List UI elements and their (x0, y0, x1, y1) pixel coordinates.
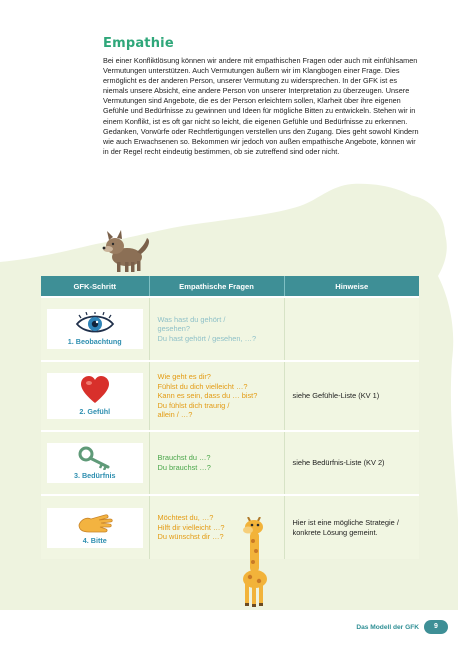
question-line: Du wünschst dir …? (157, 532, 224, 542)
hint-cell: Hier ist eine mögliche Strategie / konkrete Lösung gemeint. (284, 495, 419, 559)
wolf-cub-illustration (97, 228, 153, 274)
hint-cell (284, 297, 419, 361)
question-line: Du hast gehört / gesehen, …? (157, 333, 257, 343)
step-cell (41, 297, 149, 361)
page-footer (356, 620, 448, 634)
question-line: Brauchst du …? (157, 453, 211, 463)
step-label: 1. Beobachtung (67, 337, 122, 347)
table-row-request (41, 495, 419, 559)
question-line: Kann es sein, dass du … bist? (157, 391, 258, 401)
key-icon (78, 446, 112, 470)
step-cell (41, 431, 149, 495)
hint-cell: siehe Gefühle-Liste (KV 1) (284, 361, 419, 431)
header-step: GFK-Schritt (41, 276, 149, 297)
questions-cell (149, 431, 284, 495)
step-label: 4. Bitte (82, 535, 107, 545)
intro-paragraph: Bei einer Konfliktlösung können wir andere mit empathischen Fragen oder auch mit einfühlsamen Vermutungen unterstützen. Auch Vermutungen äußern wir im Klangbogen einer Frage. Dies ermöglicht es der anderen Person, unserer Vermutung zu widersprechen. In der GFK ist es niemals unsere Absicht, eine andere Person von unserer Interpretation zu überzeugen. Unsere Vermutungen sind Angebote, die es der Person erleichtern sollen, Klarheit über ihre eigenen Gefühle und Bedürfnisse zu gewinnen und Ideen für mögliche Bitten zu entwickeln. Stehen wir in einem Konflikt, ist es oft gar nicht so leicht, die eigenen Gefühle und Bedürfnisse zu erkennen. Gedanken, Vorwürfe oder Rechtfertigungen verstellen uns den Zugang. Dies geht sowohl Kindern wie auch Erwachsenen so. Bekommen wir jedoch von außen empathische Angebote, können wir in der Regel recht eindeutig bestimmen, ob sie zutreffend sind oder nicht. (103, 56, 419, 156)
question-line: allein / …? (157, 410, 193, 420)
hint-cell: siehe Bedürfnis-Liste (KV 2) (284, 431, 419, 495)
questions-cell (149, 297, 284, 361)
step-card-need (47, 443, 143, 483)
question-line: Du fühlst dich traurig / (157, 400, 230, 410)
table-row-observation (41, 297, 419, 361)
question-line: Möchtest du, …? (157, 513, 214, 523)
gfk-table (41, 276, 419, 559)
question-line: Fühlst du dich vielleicht …? (157, 381, 248, 391)
step-card-feeling (47, 373, 143, 419)
question-line: Du brauchst …? (157, 463, 211, 472)
question-line: Wie geht es dir? (157, 372, 211, 382)
question-line: Was hast du gehört / (157, 314, 226, 324)
section-title: Empathie (103, 36, 174, 51)
header-hints: Hinweise (284, 276, 419, 297)
step-label: 2. Gefühl (79, 407, 111, 417)
eye-icon (75, 312, 115, 336)
step-label: 3. Bedürfnis (73, 471, 116, 481)
step-cell (41, 495, 149, 559)
questions-cell (149, 361, 284, 431)
page-number-badge: 9 (424, 620, 448, 634)
hand-icon (75, 511, 115, 535)
table-row-need (41, 431, 419, 495)
question-line: Hilft dir vielleicht …? (157, 522, 225, 532)
step-card-observation (47, 309, 143, 349)
step-card-request (47, 508, 143, 548)
table-row-feeling (41, 361, 419, 431)
heart-icon (80, 376, 110, 404)
question-line: gesehen? (157, 324, 190, 334)
step-cell (41, 361, 149, 431)
footer-title: Das Modell der GFK (356, 623, 419, 631)
giraffe-illustration (236, 517, 274, 609)
table-header-row (41, 276, 419, 297)
header-questions: Empathische Fragen (149, 276, 284, 297)
